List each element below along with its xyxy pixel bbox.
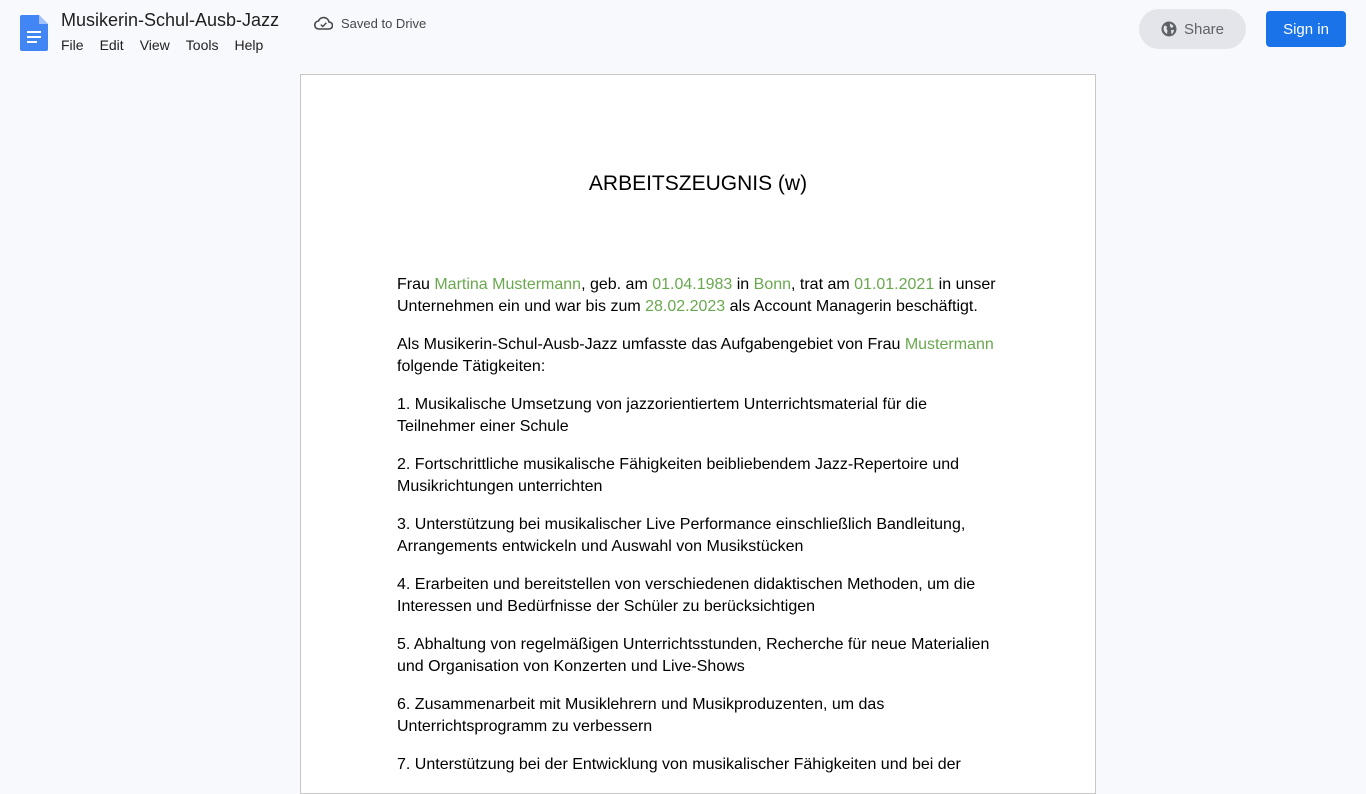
cloud-done-icon (314, 16, 333, 30)
intro-paragraph: Frau Martina Mustermann, geb. am 01.04.1983 in Bonn, trat am 01.01.2021 in unser Unternehmen ein und war bis zum 28.02.2023 als Account Managerin beschäftigt. (397, 276, 996, 315)
employee-surname: Mustermann (904, 336, 994, 353)
menu-tools[interactable]: Tools (185, 37, 219, 53)
menu-view[interactable]: View (139, 37, 170, 53)
save-status[interactable] (314, 14, 426, 32)
task-item-3: 3. Unterstützung bei musikalischer Live Performance einschließlich Bandleitung, Arrangements entwickeln und Auswahl von Musikstücken (397, 516, 966, 555)
birth-city: Bonn (753, 276, 792, 293)
share-button[interactable] (1139, 9, 1246, 49)
menu-help[interactable]: Help (234, 37, 264, 53)
sign-in-button[interactable]: Sign in (1266, 11, 1346, 47)
task-item-1: 1. Musikalische Umsetzung von jazzorientiertem Unterrichtsmaterial für die Teilnehmer einer Schule (397, 396, 927, 435)
document-page[interactable] (300, 74, 1096, 794)
share-label: Share (1183, 20, 1225, 38)
birth-date: 01.04.1983 (652, 276, 733, 293)
document-body[interactable] (397, 274, 1001, 792)
document-heading: ARBEITSZEUGNIS (w) (588, 172, 808, 195)
document-title[interactable]: Musikerin-Schul-Ausb-Jazz (61, 10, 280, 30)
task-item-7: 7. Unterstützung bei der Entwicklung von musikalischer Fähigkeiten und bei der (397, 756, 961, 773)
menu-bar (53, 37, 271, 57)
start-date: 01.01.2021 (854, 276, 935, 293)
top-bar (0, 0, 1366, 64)
task-item-2: 2. Fortschrittliche musikalische Fähigkeiten beibliebendem Jazz-Repertoire und Musikrichtungen unterrichten (397, 456, 960, 495)
end-date: 28.02.2023 (645, 298, 726, 315)
task-item-4: 4. Erarbeiten und bereitstellen von verschiedenen didaktischen Methoden, um die Interessen und Bedürfnisse der Schüler zu berücksichtigen (397, 576, 976, 615)
role-paragraph: Als Musikerin-Schul-Ausb-Jazz umfasste das Aufgabengebiet von Frau Mustermann folgende Tätigkeiten: (397, 336, 994, 375)
task-item-5: 5. Abhaltung von regelmäßigen Unterrichtsstunden, Recherche für neue Materialien und Organisation von Konzerten und Live-Shows (397, 636, 990, 675)
menu-file[interactable]: File (61, 37, 84, 53)
menu-edit[interactable]: Edit (99, 37, 124, 53)
globe-icon (1161, 21, 1177, 37)
save-status-label: Saved to Drive (341, 15, 427, 31)
task-item-6: 6. Zusammenarbeit mit Musiklehrern und Musikproduzenten, um das Unterrichtsprogramm zu verbessern (397, 696, 885, 735)
google-docs-icon[interactable] (20, 15, 48, 51)
employee-name: Martina Mustermann (434, 276, 582, 293)
